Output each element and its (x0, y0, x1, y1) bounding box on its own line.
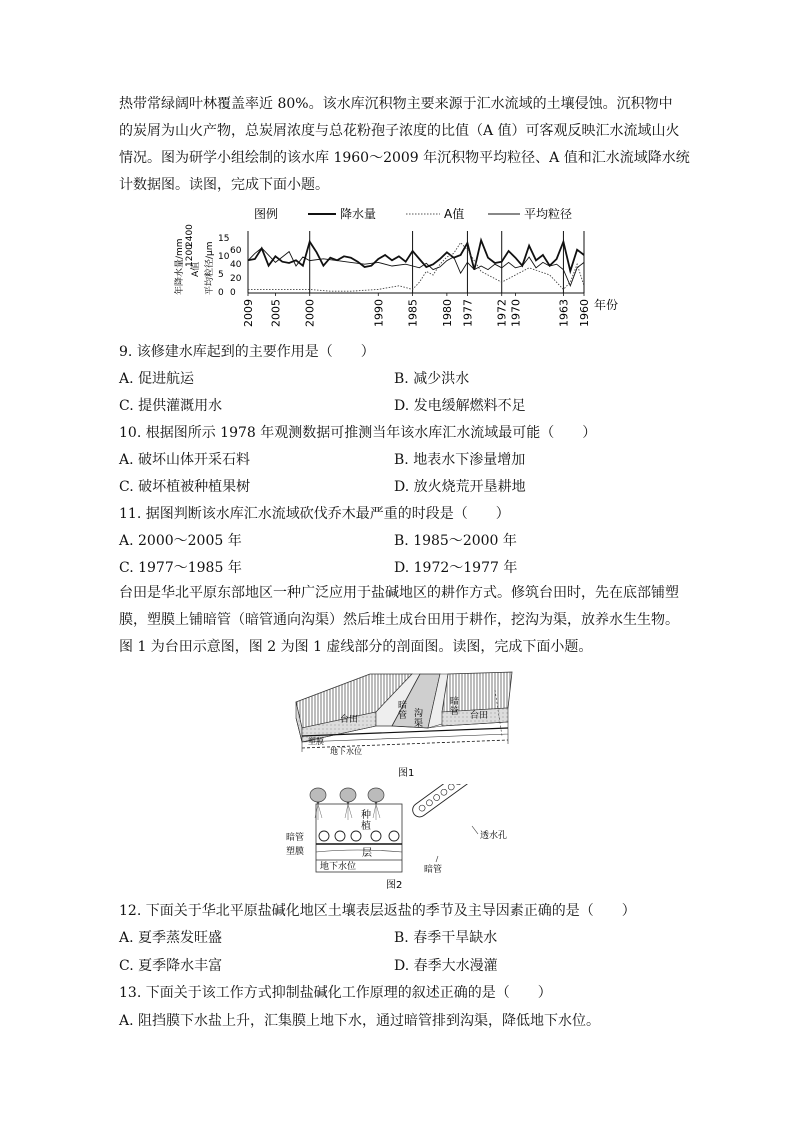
x-tick-label: 1972 (495, 299, 509, 327)
option-d[interactable]: D. 春季大水漫灌 (394, 958, 498, 974)
option-a[interactable]: A. 2000～2005 年 (119, 533, 242, 549)
x-tick-label: 2000 (303, 299, 317, 327)
x-tick-label: 1977 (461, 299, 475, 327)
label-dixia: 地下水位 (330, 747, 362, 756)
intro-line: 计数据图。读图，完成下面小题。 (119, 177, 329, 193)
y-tick-a: 5 (218, 270, 224, 280)
question-stem: 9. 该修建水库起到的主要作用是（ ） (119, 344, 375, 360)
question-stem: 12. 下面关于华北平原盐碱化地区土壤表层返盐的季节及主导因素正确的是（ ） (119, 903, 636, 919)
drain-pipes (319, 831, 399, 841)
x-tick-label: 1980 (440, 299, 454, 327)
label-anguan2: 暗管 (424, 865, 443, 875)
y-tick-grain: 40 (230, 260, 242, 270)
perforated-pipe-icon (410, 784, 476, 820)
label-taitian-left: 台田 (340, 715, 359, 725)
figure-1-taitian-diagram (290, 668, 520, 783)
y-tick-grain: 0 (230, 288, 236, 298)
question-stem: 13. 下面关于该工作方式抑制盐碱化工作原理的叙述正确的是（ ） (119, 985, 552, 1001)
y-tick-grain: 20 (230, 274, 242, 284)
legend-label: 平均粒径 (524, 207, 573, 221)
option-b[interactable]: B. 减少洪水 (394, 371, 470, 387)
x-axis-label: 年份 (594, 298, 619, 312)
label-anguan-right: 暗管 (450, 697, 460, 717)
x-tick-label: 1985 (406, 299, 420, 327)
series-line (248, 240, 584, 271)
option-d[interactable]: D. 发电缓解燃料不足 (394, 398, 526, 414)
option-d[interactable]: D. 放火烧荒开垦耕地 (394, 479, 526, 495)
option-c[interactable]: C. 破坏植被种植果树 (119, 479, 251, 495)
label-anguan: 暗管 (398, 701, 408, 721)
option-c[interactable]: C. 提供灌溉用水 (119, 398, 223, 414)
label-ceng: 层 (362, 848, 372, 859)
intro-line: 图 1 为台田示意图，图 2 为图 1 虚线部分的剖面图。读图，完成下面小题。 (119, 639, 593, 655)
y-tick-a: 15 (218, 234, 230, 244)
figure-1-caption: 图1 (398, 768, 415, 779)
figure-2-caption: 图2 (386, 880, 403, 891)
option-a[interactable]: A. 阻挡膜下水盐上升，汇集膜上地下水，通过暗管排到沟渠，降低地下水位。 (119, 1013, 601, 1029)
y-axis-label-precip: 年降水量/mm (175, 238, 185, 295)
x-tick-label: 1990 (372, 299, 386, 327)
y-tick-precip: 1200 (185, 244, 195, 267)
legend-label: 降水量 (340, 207, 377, 221)
figure-2-section-diagram (286, 784, 522, 892)
x-tick-label: 1960 (578, 299, 591, 327)
question-stem: 11. 据图判断该水库汇水流域砍伐乔木最严重的时段是（ ） (119, 506, 510, 522)
label-zhongzhi: 种植 (361, 810, 371, 832)
legend-label: A值 (444, 207, 465, 221)
intro-line: 台田是华北平原东部地区一种广泛应用于盐碱地区的耕作方式。修筑台田时，先在底部铺塑 (119, 585, 679, 601)
y-tick-grain: 60 (230, 246, 242, 256)
label-sumo: 塑膜 (308, 737, 324, 746)
y-tick-a: 0 (218, 288, 224, 298)
label-dixia: 地下水位 (320, 862, 357, 872)
option-b[interactable]: B. 1985～2000 年 (394, 533, 517, 549)
x-tick-label: 2005 (269, 299, 283, 327)
y-tick-a: 10 (218, 252, 230, 262)
option-d[interactable]: D. 1972～1977 年 (394, 560, 518, 576)
intro-line: 的炭屑为山火产物，总炭屑浓度与总花粉孢子浓度的比值（A 值）可客观反映汇水流域山火 (119, 123, 680, 139)
option-c[interactable]: C. 夏季降水丰富 (119, 958, 223, 974)
x-tick-label: 1963 (557, 299, 571, 327)
reservoir-chart (168, 205, 628, 335)
legend-title: 图例 (254, 207, 279, 221)
x-tick-label: 1970 (509, 299, 523, 327)
option-b[interactable]: B. 地表水下渗量增加 (394, 452, 526, 468)
label-anguan: 暗管 (286, 833, 305, 843)
intro-line: 情况。图为研学小组绘制的该水库 1960～2009 年沉积物平均粒径、A 值和汇水流域降水统 (119, 150, 690, 166)
option-b[interactable]: B. 春季干旱缺水 (394, 930, 498, 946)
option-a[interactable]: A. 破坏山体开采石料 (119, 452, 251, 468)
intro-line: 膜，塑膜上铺暗管（暗管通向沟渠）然后堆土成台田用于耕作，挖沟为渠，放养水生生物。 (119, 612, 679, 628)
y-tick-precip: 2400 (185, 224, 195, 247)
option-a[interactable]: A. 促进航运 (119, 371, 195, 387)
x-tick-label: 2009 (242, 299, 255, 327)
label-gouqu: 沟渠 (414, 709, 424, 729)
y-axis-label-grain: 平均粒径/μm (205, 241, 215, 295)
option-a[interactable]: A. 夏季蒸发旺盛 (119, 930, 223, 946)
y-axis-label-a: A值 (191, 261, 201, 277)
intro-line: 热带常绿阔叶林覆盖率近 80%。该水库沉积物主要来源于汇水流域的土壤侵蚀。沉积物中 (119, 96, 673, 112)
plant-icon (310, 788, 384, 804)
label-taitian-right: 台田 (470, 711, 489, 721)
label-toushui: 透水孔 (480, 831, 508, 841)
option-c[interactable]: C. 1977～1985 年 (119, 560, 242, 576)
question-stem: 10. 根据图所示 1978 年观测数据可推测当年该水库汇水流域最可能（ ） (119, 425, 597, 441)
label-sumo: 塑膜 (286, 847, 305, 857)
